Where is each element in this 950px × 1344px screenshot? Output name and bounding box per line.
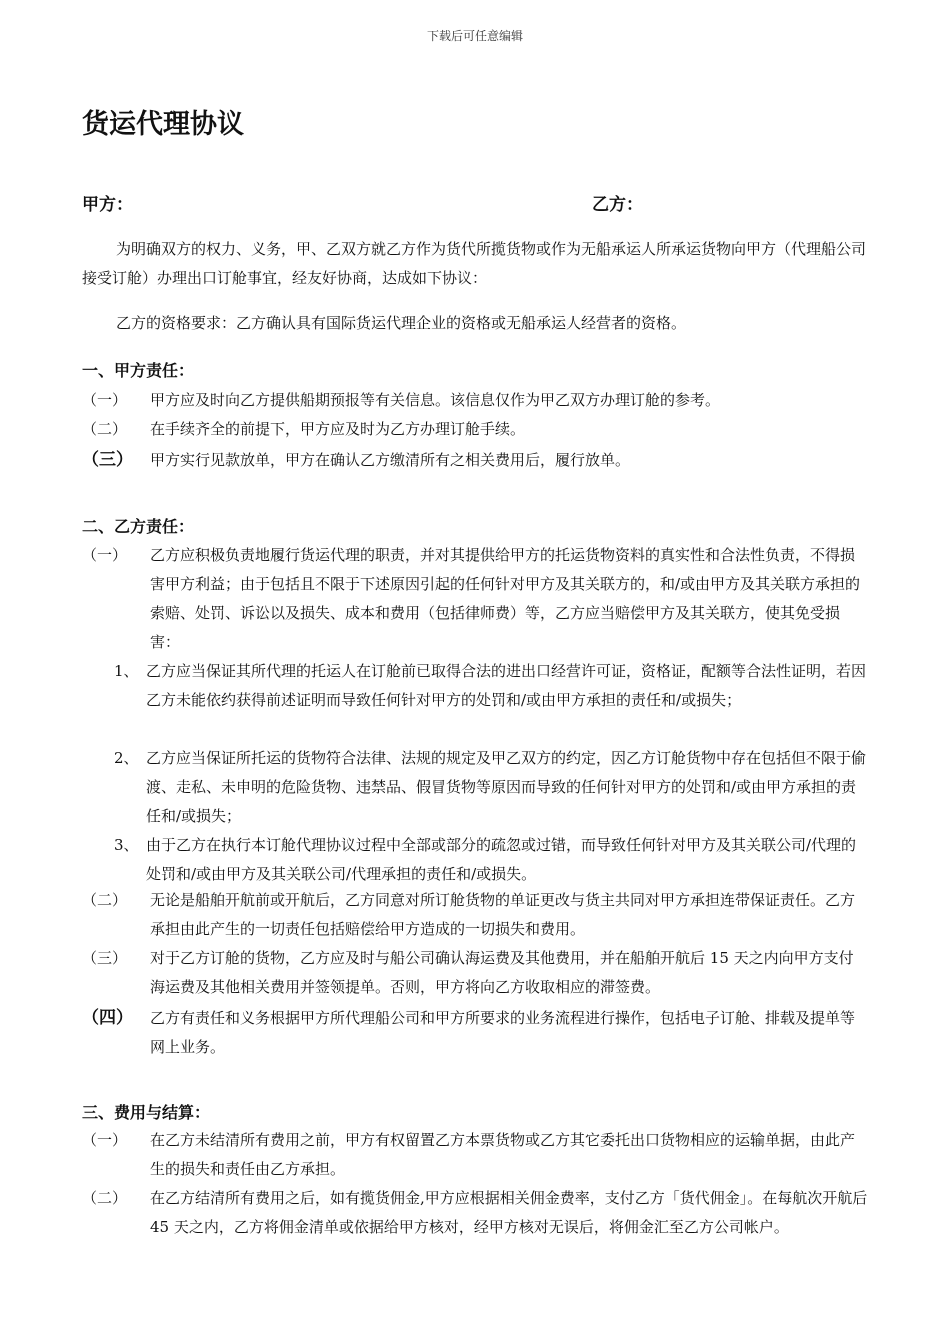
- sub-clause-number: 1、: [114, 662, 139, 680]
- clause-text: 在乙方结清所有费用之后，如有揽货佣金,甲方应根据相关佣金费率，支付乙方「货代佣金」。在每航次开航后 45 天之内，乙方将佣金清单或依据给甲方核对，经甲方核对无误后，将佣金汇至乙方公司帐户。: [150, 1189, 868, 1236]
- clause-text: 在手续齐全的前提下，甲方应及时为乙方办理订舱手续。: [150, 420, 526, 438]
- clause-number: （一）: [82, 546, 128, 564]
- clause-item: [82, 386, 882, 415]
- header-note: 下载后可任意编辑: [426, 29, 523, 43]
- clause-item: [82, 944, 882, 1002]
- clause-item: [82, 1126, 882, 1184]
- clause-number: （一）: [82, 1131, 128, 1149]
- section-heading-party-a: 一、甲方责任：: [82, 361, 195, 380]
- sub-clause-item: [114, 744, 914, 831]
- clause-text: 在乙方未结清所有费用之前，甲方有权留置乙方本票货物或乙方其它委托出口货物相应的运输单据，由此产生的损失和责任由乙方承担。: [150, 1131, 856, 1178]
- sub-clause-text: 由于乙方在执行本订舱代理协议过程中全部或部分的疏忽或过错，而导致任何针对甲方及其关联公司/代理的处罚和/或由甲方及其关联公司/代理承担的责任和/或损失。: [146, 836, 857, 883]
- sub-clause-number: 2、: [114, 749, 139, 767]
- sub-clause-text: 乙方应当保证所托运的货物符合法律、法规的规定及甲乙双方的约定，因乙方订舱货物中存在包括但不限于偷渡、走私、未申明的危险货物、违禁品、假冒货物等原因而导致的任何针对甲方的处罚和/或由甲方承担的责任和/或损失；: [146, 749, 867, 825]
- clause-item: [82, 541, 882, 657]
- clause-text: 无论是船舶开航前或开航后，乙方同意对所订舱货物的单证更改与货主共同对甲方承担连带保证责任。乙方承担由此产生的一切责任包括赔偿给甲方造成的一切损失和费用。: [150, 891, 856, 938]
- clause-text: 甲方应及时向乙方提供船期预报等有关信息。该信息仅作为甲乙双方办理订舱的参考。: [150, 391, 721, 409]
- clause-item: [82, 886, 882, 944]
- section-heading-fees: 三、费用与结算：: [82, 1103, 211, 1122]
- sub-clause-text: 乙方应当保证其所代理的托运人在订舱前已取得合法的进出口经营许可证，资格证，配额等合法性证明，若因乙方未能依约获得前述证明而导致任何针对甲方的处罚和/或由甲方承担的责任和/或损失；: [146, 662, 867, 709]
- party-a-label: 甲方：: [82, 195, 133, 215]
- clause-number: （三）: [82, 450, 133, 470]
- party-b-label: 乙方：: [592, 195, 643, 215]
- clause-text: 乙方有责任和义务根据甲方所代理船公司和甲方所要求的业务流程进行操作，包括电子订舱、排载及提单等网上业务。: [150, 1009, 856, 1056]
- section-heading-party-b: 二、乙方责任：: [82, 517, 195, 536]
- clause-text: 对于乙方订舱的货物，乙方应及时与船公司确认海运费及其他费用，并在船舶开航后 15 天之内向甲方支付海运费及其他相关费用并签领提单。否则，甲方将向乙方收取相应的滞签费。: [150, 949, 854, 996]
- clause-number: （四）: [82, 1008, 133, 1028]
- clause-number: （二）: [82, 1189, 128, 1207]
- document-title: 货运代理协议: [82, 109, 244, 140]
- intro-paragraph: 为明确双方的权力、义务，甲、乙双方就乙方作为货代所揽货物或作为无船承运人所承运货物向甲方（代理船公司接受订舱）办理出口订舱事宜，经友好协商，达成如下协议：: [82, 240, 867, 287]
- clause-item: [82, 1004, 882, 1062]
- clause-number: （一）: [82, 391, 128, 409]
- clause-number: （三）: [82, 949, 128, 967]
- sub-clause-item: [114, 831, 914, 889]
- clause-number: （二）: [82, 420, 128, 438]
- clause-number: （二）: [82, 891, 128, 909]
- clause-item: [82, 1184, 882, 1242]
- sub-clause-item: [114, 657, 914, 715]
- clause-text: 甲方实行见款放单，甲方在确认乙方缴清所有之相关费用后，履行放单。: [150, 451, 631, 469]
- sub-clause-number: 3、: [114, 836, 139, 854]
- clause-text: 乙方应积极负责地履行货运代理的职责，并对其提供给甲方的托运货物资料的真实性和合法性负责，不得损害甲方利益；由于包括且不限于下述原因引起的任何针对甲方及其关联方的，和/或由甲方及其关联方承担的索赔、处罚、诉讼以及损失、成本和费用（包括律师费）等，乙方应当赔偿甲方及其关联方，使其免受损害：: [150, 546, 861, 651]
- qualification-paragraph: 乙方的资格要求：乙方确认具有国际货运代理企业的资格或无船承运人经营者的资格。: [116, 314, 687, 332]
- clause-item: [82, 415, 882, 444]
- clause-item: [82, 446, 882, 475]
